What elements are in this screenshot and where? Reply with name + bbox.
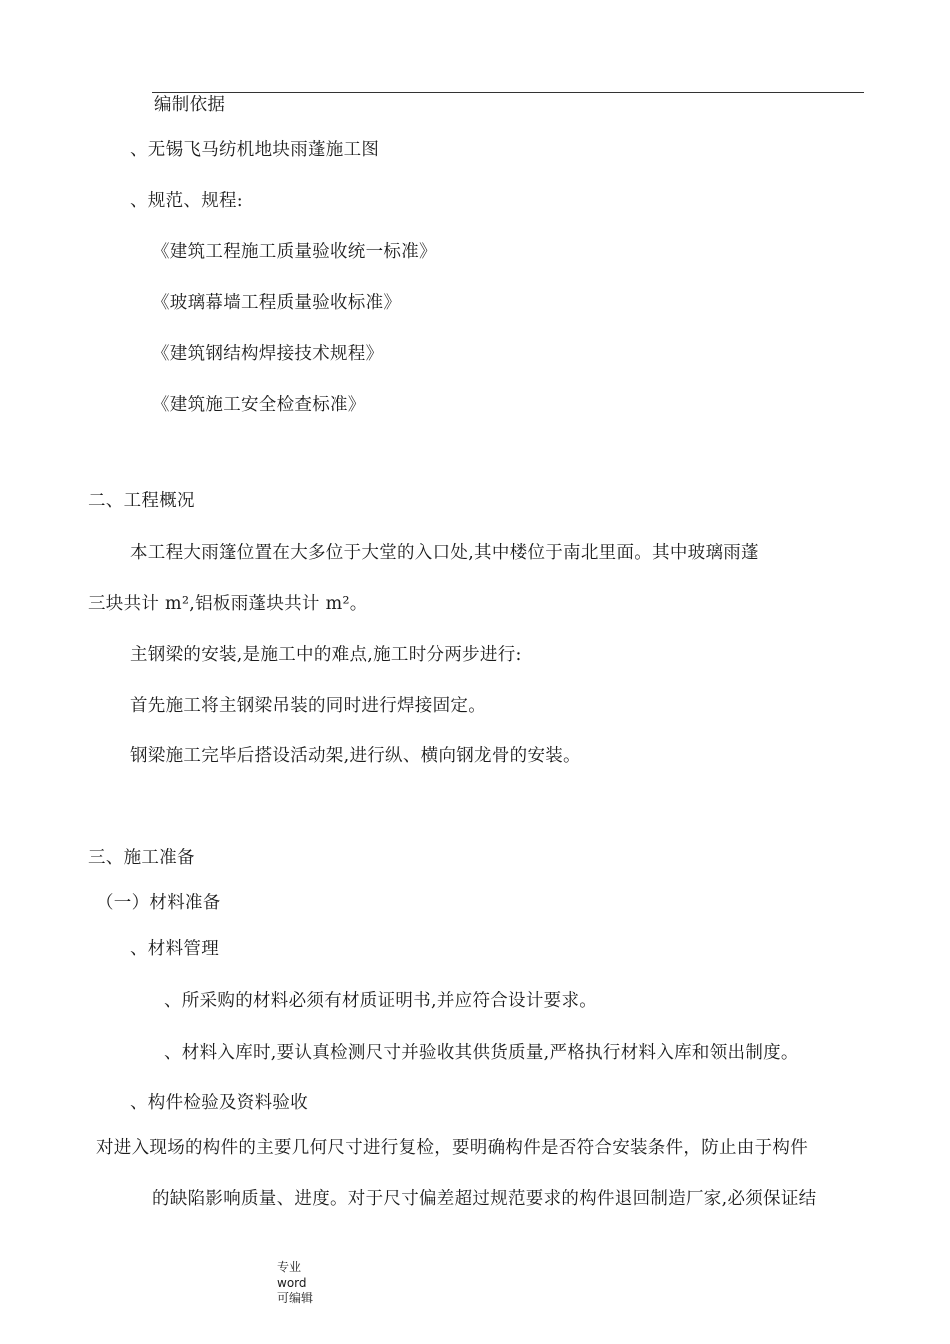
footer-line: word [277,1275,307,1290]
standard-item-3: 《建筑钢结构焊接技术规程》 [152,344,384,364]
list-subitem: 、所采购的材料必须有材质证明书,并应符合设计要求。 [164,991,598,1011]
standard-item-4: 《建筑施工安全检查标准》 [152,395,366,415]
paragraph-line: 主钢梁的安装,是施工中的难点,施工时分两步进行: [130,645,522,665]
footer-line: 专业 [277,1260,302,1274]
paragraph-line: 首先施工将主钢梁吊装的同时进行焊接固定。 [130,696,486,716]
paragraph-line: 的缺陷影响质量、进度。对于尺寸偏差超过规范要求的构件退回制造厂家,必须保证结 [152,1189,817,1209]
standard-item-1: 《建筑工程施工质量验收统一标准》 [152,242,437,262]
section-heading-overview: 二、工程概况 [88,491,195,511]
paragraph-line: 三块共计 m²,铝板雨蓬块共计 m²。 [88,594,368,614]
list-item-standards: 、规范、规程: [130,191,243,211]
section-heading-preparation: 三、施工准备 [88,848,195,868]
page-footer [277,1260,313,1307]
subsection-heading-materials: （一）材料准备 [96,893,221,913]
standard-item-2: 《玻璃幕墙工程质量验收标准》 [152,293,402,313]
list-item-component-inspection: 、构件检验及资料验收 [130,1093,308,1113]
list-item-drawing: 、无锡飞马纺机地块雨蓬施工图 [130,140,380,160]
paragraph-line: 对进入现场的构件的主要几何尺寸进行复检，要明确构件是否符合安装条件，防止由于构件 [96,1138,808,1158]
list-item-material-management: 、材料管理 [130,939,219,959]
footer-line: 可编辑 [277,1291,314,1305]
paragraph-line: 本工程大雨篷位置在大多位于大堂的入口处,其中楼位于南北里面。其中玻璃雨蓬 [130,543,759,563]
heading-compile-basis: 编制依据 [154,95,226,115]
list-subitem: 、材料入库时,要认真检测尺寸并验收其供货质量,严格执行材料入库和领出制度。 [164,1043,799,1063]
header-rule [152,92,864,93]
paragraph-line: 钢梁施工完毕后搭设活动架,进行纵、横向钢龙骨的安装。 [130,746,581,766]
